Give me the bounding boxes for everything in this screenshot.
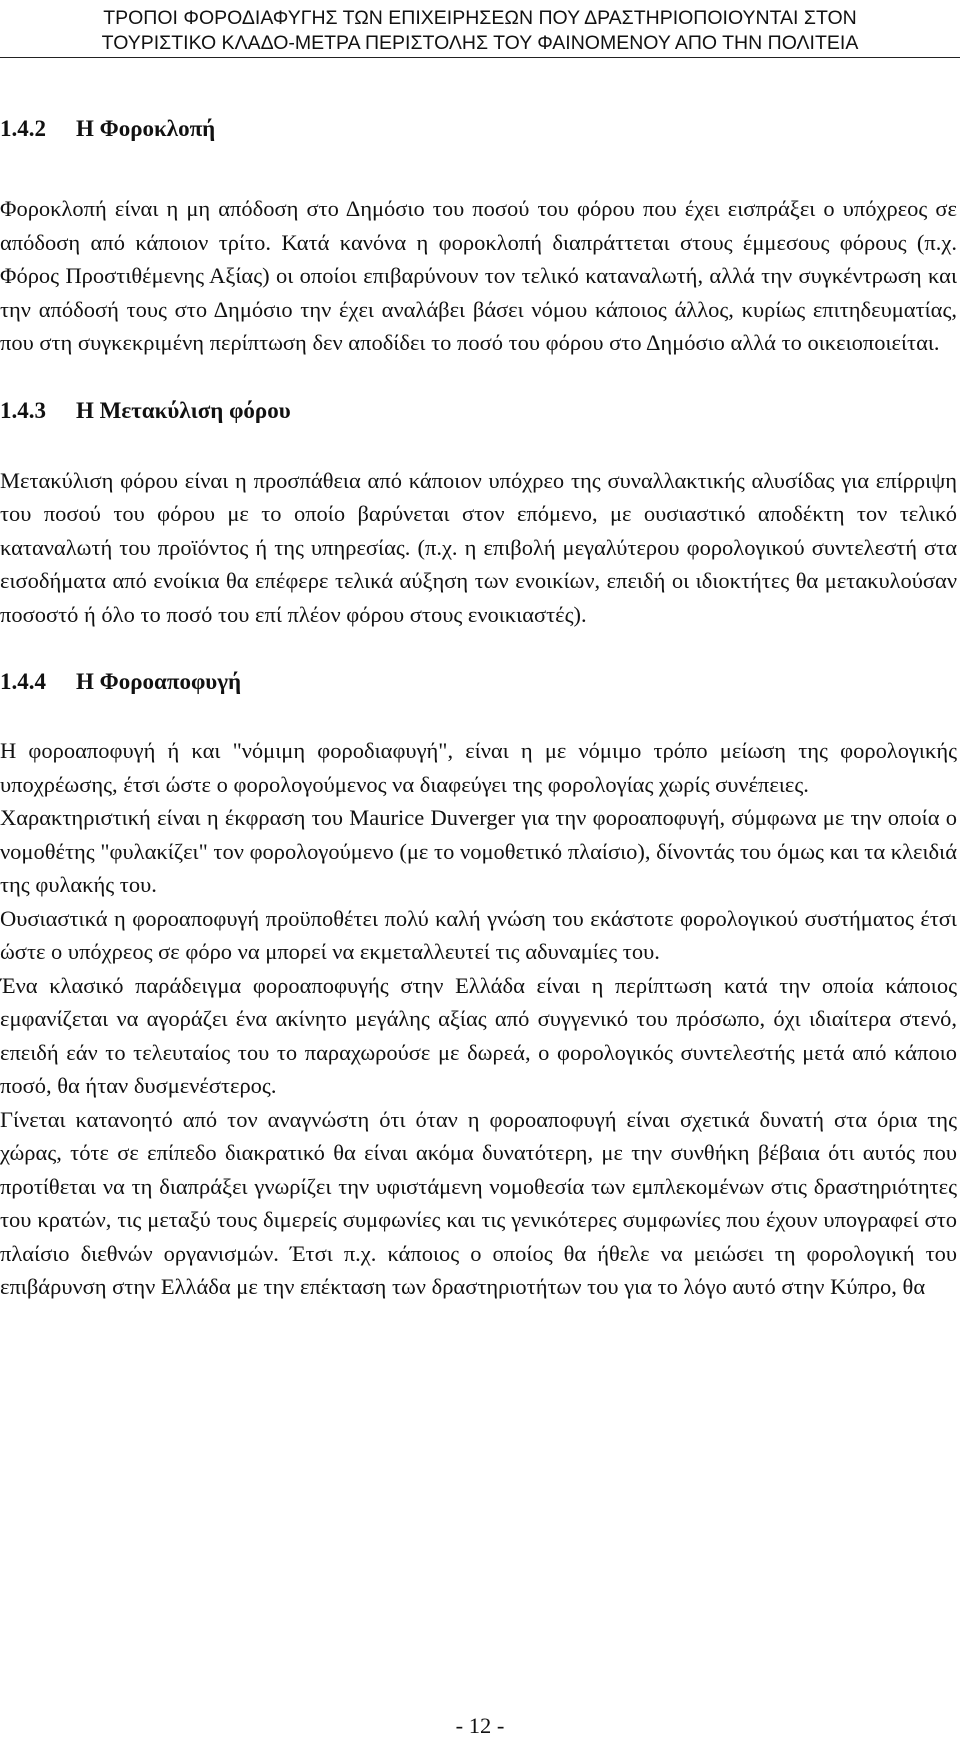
section-heading xyxy=(0,394,957,427)
section-tax-avoidance xyxy=(0,665,957,1304)
section-paragraph: Ουσιαστικά η φοροαποφυγή προϋποθέτει πολύ καλή γνώση του εκάστοτε φορολογικού συστήματος έτσι ώστε ο υπόχρεος σε φόρο να μπορεί να εκμεταλλευτεί τις αδυναμίες του. xyxy=(0,905,957,964)
section-paragraph: Μετακύλιση φόρου είναι η προσπάθεια από κάποιον υπόχρεο της συναλλακτικής αλυσίδας για επίρριψη του ποσού του φόρου με το οποίο βαρύνεται στον επόμενο, με ουσιαστικό αποδέκτη τον τελικό καταναλωτή του προϊόντος ή της υπηρεσίας. (π.χ. η επιβολή μεγαλύτερου φορολογικού συντελεστή στα εισοδήματα από ενοίκια θα επέφερε τελικά αύξηση των ενοικίων, επειδή οι ιδιοκτήτες θα μετακυλούσαν ποσοστό ή όλο το ποσό του επί πλέον φόρου στους ενοικιαστές). xyxy=(0,467,957,627)
section-number: 1.4.4 xyxy=(0,669,46,694)
section-tax-shifting xyxy=(0,394,957,632)
document-body xyxy=(0,112,957,1304)
section-heading xyxy=(0,665,957,698)
running-header-line-2: ΤΟΥΡΙΣΤΙΚΟ ΚΛΑΔΟ-ΜΕΤΡΑ ΠΕΡΙΣΤΟΛΗΣ ΤΟΥ ΦΑΙΝΟΜΕΝΟΥ ΑΠΟ ΤΗΝ ΠΟΛΙΤΕΙΑ xyxy=(101,32,859,54)
section-paragraph: Ένα κλασικό παράδειγμα φοροαποφυγής στην Ελλάδα είναι η περίπτωση κατά την οποία κάποιος εμφανίζεται να αγοράζει ένα ακίνητο μεγάλης αξίας από συγγενικό του πρόσωπο, όχι ιδιαίτερα στενό, επειδή εάν το τελευταίος του το παραχωρούσε με δωρεά, ο φορολογικός συντελεστής μετά από κάποιο ποσό, θα ήταν δυσμενέστερος. xyxy=(0,972,957,1098)
section-heading xyxy=(0,112,957,145)
running-header xyxy=(20,6,940,56)
section-title: Η Φοροαποφυγή xyxy=(76,669,242,694)
section-tax-embezzlement xyxy=(0,112,957,360)
section-paragraph: Φοροκλοπή είναι η μη απόδοση στο Δημόσιο του ποσού του φόρου που έχει εισπράξει ο υπόχρεος σε απόδοση από κάποιον τρίτο. Κατά κανόνα η φοροκλοπή διαπράττεται στους έμμεσους φόρους (π.χ. Φόρος Προστιθέμενης Αξίας) οι οποίοι επιβαρύνουν τον τελικό καταναλωτή, αλλά την συγκέντρωση και την απόδοσή τους στο Δημόσιο την έχει αναλάβει βάσει νόμου κάποιος άλλος, κυρίως επιτηδευματίας, που στη συγκεκριμένη περίπτωση δεν αποδίδει το ποσό του φόρου στο Δημόσιο αλλά το οικειοποιείται. xyxy=(0,196,957,355)
section-title: Η Φοροκλοπή xyxy=(76,116,216,141)
section-paragraph: Χαρακτηριστική είναι η έκφραση του Maurice Duverger για την φοροαποφυγή, σύμφωνα με την οποία ο νομοθέτης "φυλακίζει" τον φορολογούμενο (με το νομοθετικό πλαίσιο), δίνοντάς του όμως και τα κλειδιά της φυλακής του. xyxy=(0,805,957,897)
section-title: Η Μετακύλιση φόρου xyxy=(76,397,291,423)
header-divider xyxy=(0,57,960,58)
section-number: 1.4.3 xyxy=(0,397,46,423)
section-paragraph: Γίνεται κατανοητό από τον αναγνώστη ότι όταν η φοροαποφυγή είναι σχετικά δυνατή στα όρια της χώρας, τότε σε επίπεδο διακρατικό θα είναι ακόμα δυνατότερη, με την συνθήκη βέβαια ότι αυτός που προτίθεται να τη διαπράξει γνωρίζει την υφιστάμενη νομοθεσία των εμπλεκομένων στις δραστηριότητες του κρατών, τις μεταξύ τους διμερείς συμφωνίες και τις γενικότερες συμφωνίες που έχουν υπογραφεί στο πλαίσιο διεθνών οργανισμών. Έτσι π.χ. κάποιος ο οποίος θα ήθελε να μειώσει τη φορολογική του επιβάρυνση στην Ελλάδα με την επέκταση των δραστηριοτήτων του για το λόγο αυτό στην Κύπρο, θα xyxy=(0,1106,957,1299)
running-header-line-1: ΤΡΟΠΟΙ ΦΟΡΟΔΙΑΦΥΓΗΣ ΤΩΝ ΕΠΙΧΕΙΡΗΣΕΩΝ ΠΟΥ ΔΡΑΣΤΗΡΙΟΠΟΙΟΥΝΤΑΙ ΣΤΟΝ xyxy=(103,7,857,29)
section-paragraph: Η φοροαποφυγή ή και "νόμιμη φοροδιαφυγή", είναι η με νόμιμο τρόπο μείωση της φορολογικής υποχρέωσης, έτσι ώστε ο φορολογούμενος να διαφεύγει της φορολογίας χωρίς συνέπειες. xyxy=(0,738,957,797)
page-number: - 12 - xyxy=(455,1713,505,1738)
section-number: 1.4.2 xyxy=(0,116,46,141)
